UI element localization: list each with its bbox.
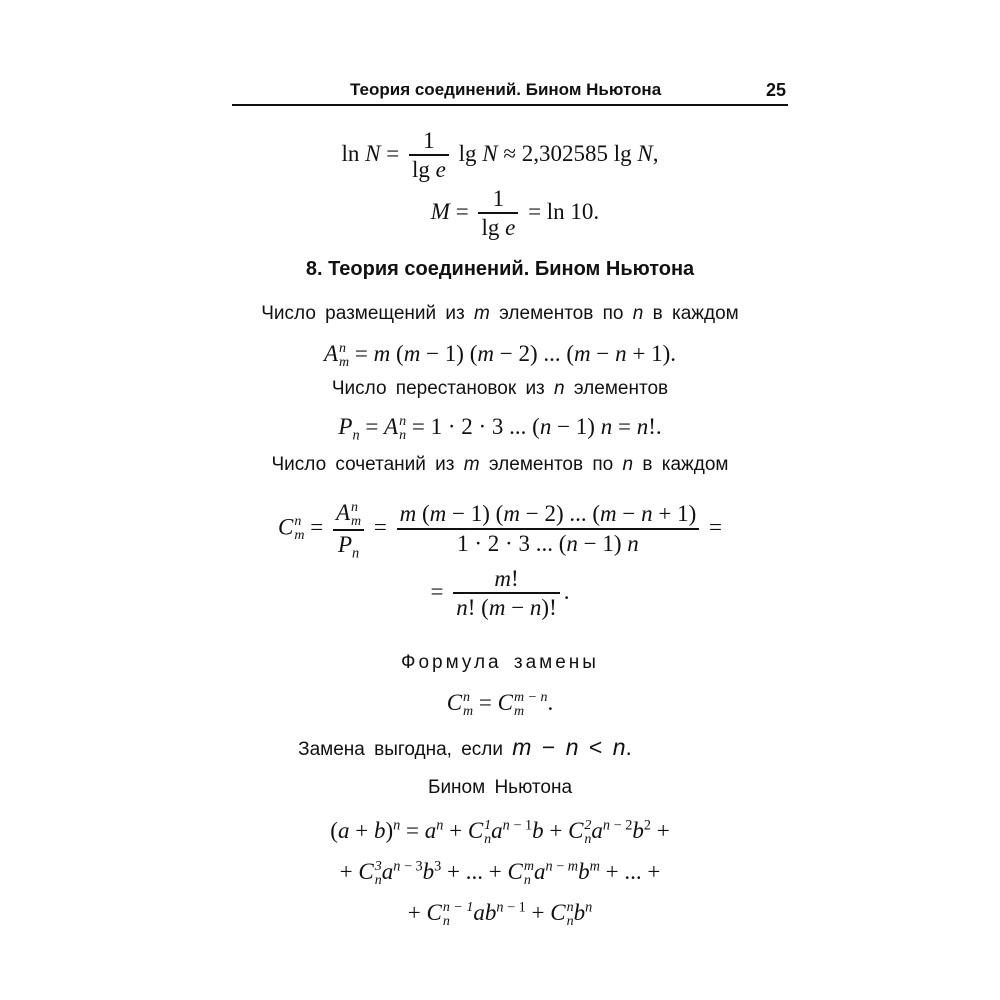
header-title: Теория соединений. Бином Ньютона <box>350 80 662 99</box>
combinations-factorial: = $\frac{m!}{n! (m - n)!}$ . <box>430 566 570 621</box>
modulus-formula: M = $\frac{1}{\text{lg e}}$ = ln 10. <box>430 186 600 241</box>
binomial-line-1: $(a + b)^n = a^n + C$ 1 n $a^{n - 1}b + C$ 2 n $a^{n - 2}b^2$ + <box>330 817 670 847</box>
placements-text: Число размещений из m элементов по n в каждом <box>261 303 739 324</box>
placements-text-c: в каждом <box>652 303 739 324</box>
ln-formula-approx: ≈ 2,302585 lg <box>503 141 638 167</box>
section-title: 8. Теория соединений. Бином Ньютона <box>305 258 695 280</box>
running-header <box>232 80 788 106</box>
modulus-formula-tail: = ln 10. <box>528 199 600 225</box>
header-rule <box>232 104 788 106</box>
substitution-title: Формула замены <box>401 652 599 673</box>
combinations-text-c: в каждом <box>642 454 729 475</box>
page-number: 25 <box>765 80 786 100</box>
combinations-text: Число сочетаний из m элементов по n в каждом <box>271 454 729 475</box>
substitution-note-text: Замена выгодна, если <box>298 739 504 760</box>
binomial-line-2: + C 3 n $a^{n - 3}b^3$ + ... + C m n $a^{n - m}b^m$ + ... + <box>339 858 661 888</box>
substitution-formula: C n m = C m − n m . <box>446 689 554 719</box>
binomial-line-3: + C n − 1 n $ab^{n - 1} + C$ n n $b^n$ <box>407 899 593 929</box>
combinations-text-b: элементов по <box>488 454 614 475</box>
substitution-note: Замена выгодна, если m − n < n. <box>298 734 632 760</box>
combinations-formula: C n m = A n m $P_n$ = $\frac{m (m - 1) (m - 2) ... (m - n + 1)}{1 \cdot 2 \cdot 3 ... (n - 1) n}$ = <box>278 499 722 562</box>
permutations-text-b: элементов <box>573 378 669 399</box>
permutations-text: Число перестановок из n элементов <box>331 378 669 399</box>
combinations-text-a: Число сочетаний из <box>271 454 455 475</box>
ln-formula: ln N = $\frac{1}{\text{lg e}}$ lg N ≈ 2,302585 lg N, <box>341 128 659 183</box>
placements-formula: A n m = m (m − 1) (m − 2) ... (m − n + 1). <box>323 340 677 370</box>
placements-text-a: Число размещений из <box>261 303 465 324</box>
permutations-text-a: Число перестановок из <box>331 378 545 399</box>
binomial-title: Бином Ньютона <box>427 777 573 798</box>
permutations-formula: $P_n = A$ n n = 1 · 2 · 3 ... (n − 1) n = n!. <box>338 413 662 444</box>
placements-text-b: элементов по <box>499 303 624 324</box>
